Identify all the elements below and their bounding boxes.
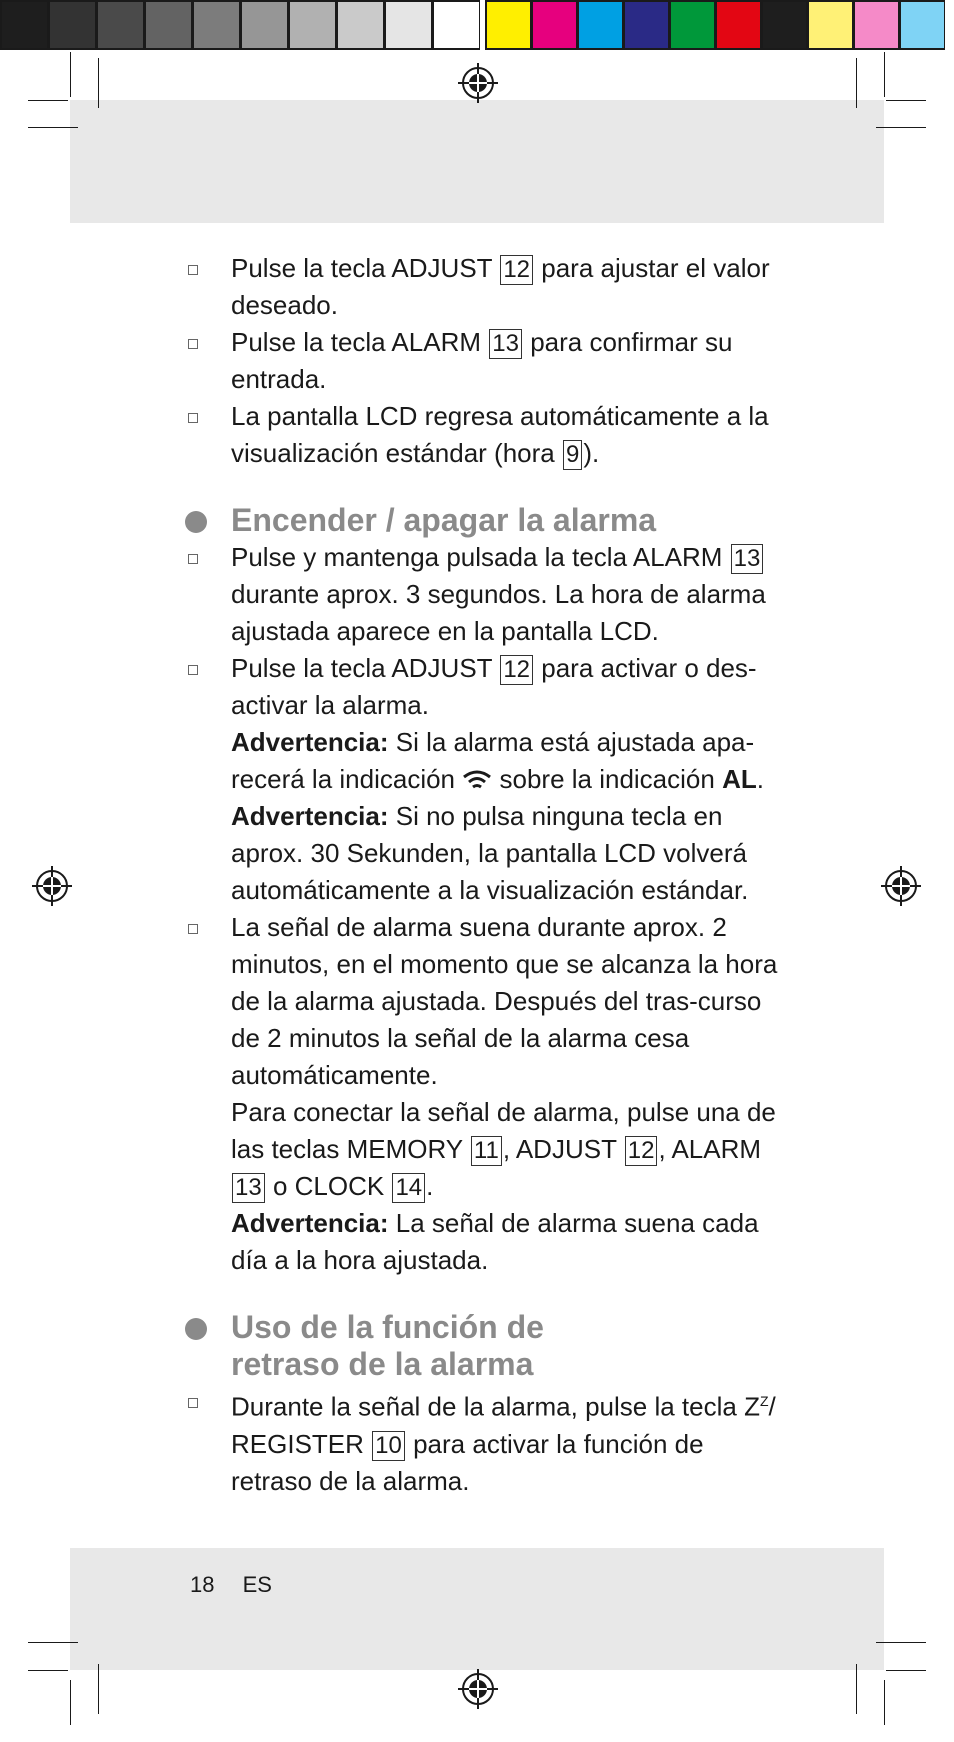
bullet-square-icon (188, 554, 198, 564)
page-content (185, 250, 785, 1500)
bullet-square-icon (188, 265, 198, 275)
registration-mark-icon (458, 1669, 498, 1709)
gray-swatch (240, 0, 288, 50)
crop-mark (876, 127, 926, 128)
warning-note: Advertencia: Si no pulsa ninguna tecla en aprox. 30 Sekunden, la pantalla LCD volverá automáticamente a la visualización estándar. (231, 801, 749, 905)
list-item: La señal de alarma suena durante aprox. 2 minutos, en el momento que se alcanza la hora de la alarma ajustada. Después del tras-curso de 2 minutos la señal de la alarma cesa automáticamente. Para conectar la señal de alarma, pulse una de las teclas MEMORY 11 , ADJUST 12 , ALARM 13 o CLOCK 14 . Advertencia: La señal de alarma suena cada día a la hora ajustada. (185, 909, 785, 1279)
part-number-badge: 12 (625, 1136, 658, 1166)
grayscale-calibration-bar (0, 0, 480, 50)
section-heading: Encender / apagar la alarma (185, 502, 785, 539)
crop-mark (856, 1664, 857, 1714)
gray-swatch (384, 0, 432, 50)
part-number-badge: 13 (232, 1173, 265, 1203)
color-swatch (485, 0, 531, 50)
part-number-badge: 10 (372, 1431, 405, 1461)
color-swatch (577, 0, 623, 50)
registration-mark-icon (32, 866, 72, 906)
warning-note: Advertencia: La señal de alarma suena cada día a la hora ajustada. (231, 1208, 759, 1275)
header-panel (70, 100, 884, 223)
bullet-square-icon (188, 924, 198, 934)
crop-mark (70, 52, 71, 97)
color-swatch (623, 0, 669, 50)
part-number-badge: 12 (500, 255, 533, 285)
bullet-square-icon (188, 1398, 198, 1408)
crop-mark (876, 1642, 926, 1643)
color-swatch (761, 0, 807, 50)
warning-note: Advertencia: Si la alarma está ajustada apa-recerá la indicación sobre la indicación AL. (231, 727, 764, 794)
gray-swatch (288, 0, 336, 50)
registration-mark-icon (881, 866, 921, 906)
list-item: Pulse la tecla ADJUST 12 para ajustar el valor deseado. (185, 250, 785, 324)
bullet-square-icon (188, 413, 198, 423)
color-calibration-bar (485, 0, 945, 50)
page-number: 18 (190, 1572, 215, 1597)
color-swatch (807, 0, 853, 50)
crop-mark (884, 1680, 885, 1725)
crop-mark (886, 100, 926, 101)
page-footer (190, 1572, 294, 1598)
crop-mark (884, 52, 885, 97)
gray-swatch (0, 0, 48, 50)
list-item: La pantalla LCD regresa automáticamente a la visualización estándar (hora 9 ). (185, 398, 785, 472)
crop-mark (28, 100, 68, 101)
alarm-signal-icon (462, 769, 492, 791)
gray-swatch (192, 0, 240, 50)
bullet-square-icon (188, 665, 198, 675)
crop-mark (70, 1680, 71, 1725)
connect-instructions: Para conectar la señal de alarma, pulse una de las teclas MEMORY 11 , ADJUST 12 , ALARM 13 o CLOCK 14 . (231, 1097, 776, 1201)
list-item: Pulse y mantenga pulsada la tecla ALARM 13 durante aprox. 3 segundos. La hora de alarma ajustada aparece en la pantalla LCD. (185, 539, 785, 650)
section-heading: Uso de la función de retraso de la alarma (185, 1309, 785, 1383)
part-number-badge: 12 (500, 655, 533, 685)
crop-mark (28, 1670, 68, 1671)
gray-swatch (96, 0, 144, 50)
part-number-badge: 13 (489, 329, 522, 359)
list-item: Pulse la tecla ALARM 13 para confirmar su entrada. (185, 324, 785, 398)
part-number-badge: 13 (731, 544, 764, 574)
part-number-badge: 9 (563, 440, 582, 470)
heading-dot-icon (185, 1318, 207, 1340)
footer-panel (70, 1548, 884, 1670)
gray-swatch (144, 0, 192, 50)
list-item: Pulse la tecla ADJUST 12 para activar o des-activar la alarma. Advertencia: Si la alarma está ajustada apa-recerá la indicación sobre la indicación AL. Advertencia: Si no pulsa ninguna tecla en aprox. 30 Sekunden, la pantalla LCD volverá automáticamente a la visualización estándar. (185, 650, 785, 909)
color-swatch (853, 0, 899, 50)
gray-swatch (432, 0, 480, 50)
color-swatch (899, 0, 945, 50)
gray-swatch (336, 0, 384, 50)
list-item: Durante la señal de la alarma, pulse la tecla $Z^Z/$ REGISTER 10 para activar la función de retraso de la alarma. (185, 1383, 785, 1500)
color-swatch (669, 0, 715, 50)
registration-mark-icon (458, 63, 498, 103)
bullet-square-icon (188, 339, 198, 349)
heading-dot-icon (185, 511, 207, 533)
color-swatch (531, 0, 577, 50)
crop-mark (856, 58, 857, 108)
color-swatch (715, 0, 761, 50)
crop-mark (98, 1664, 99, 1714)
part-number-badge: 14 (392, 1173, 425, 1203)
crop-mark (28, 1642, 78, 1643)
crop-mark (98, 58, 99, 108)
crop-mark (886, 1670, 926, 1671)
crop-mark (28, 127, 78, 128)
language-code: ES (242, 1572, 272, 1597)
gray-swatch (48, 0, 96, 50)
part-number-badge: 11 (471, 1136, 502, 1166)
